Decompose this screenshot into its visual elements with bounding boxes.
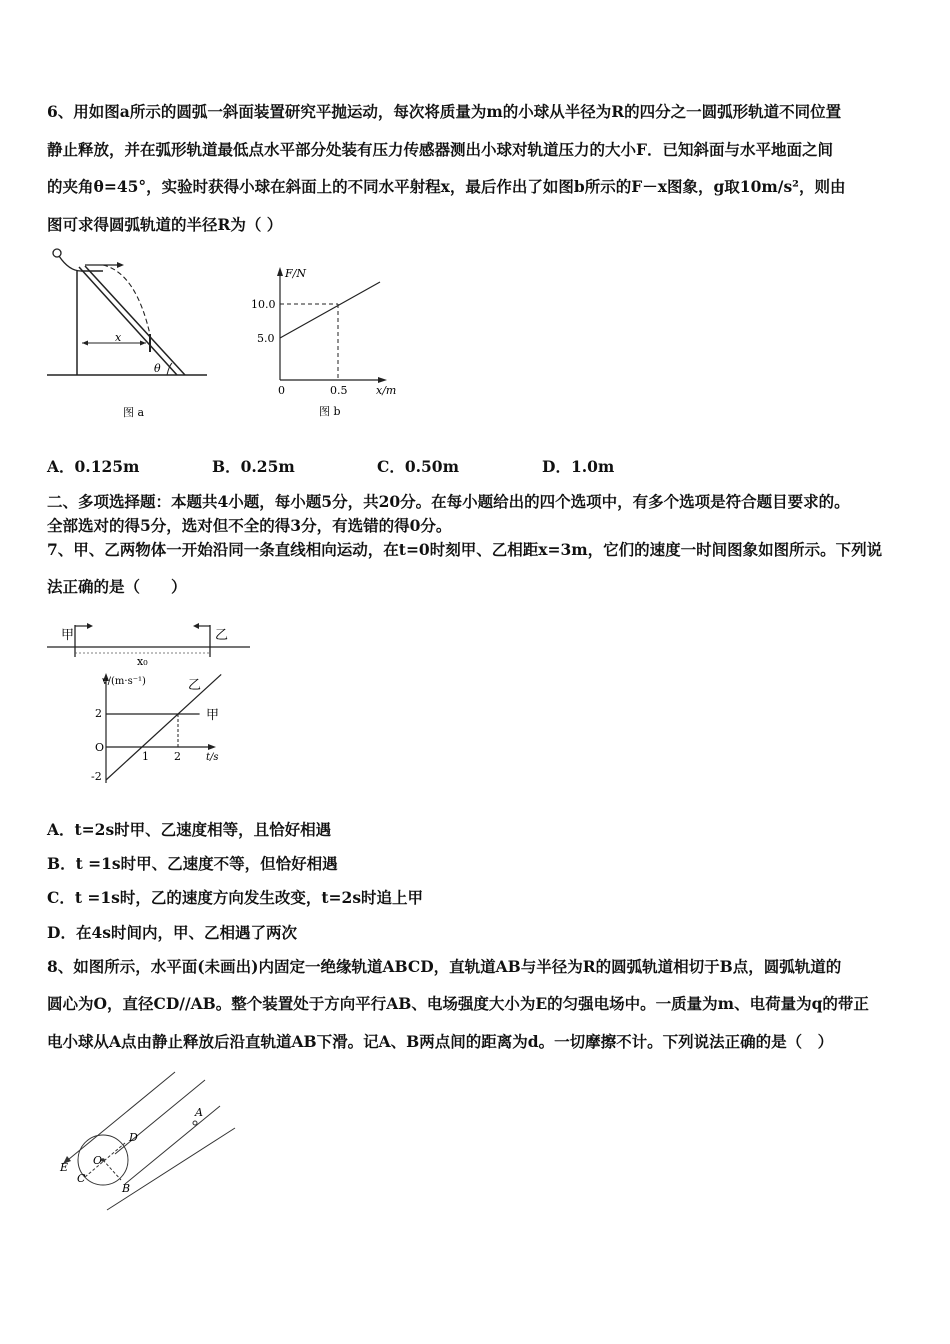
x-axis-arrow <box>378 377 387 383</box>
q8-figure <box>55 1068 255 1218</box>
q8-line-2: 圆心为O，直径CD//AB。整个装置处于方向平行AB、电场强度大小为E的匀强电场中。一质量为m、电荷量为q的带正 <box>47 994 869 1013</box>
q6-figure-b <box>245 262 415 442</box>
series-jia-label: 甲 <box>206 708 220 723</box>
diameter-cd <box>85 1143 125 1177</box>
label-b: B <box>122 1182 131 1195</box>
yi-arrowhead <box>193 623 199 629</box>
radius-ob <box>103 1160 121 1180</box>
incline-lower <box>85 266 185 375</box>
q8-line-1: 8、如图所示，水平面(未画出)内固定一绝缘轨道ABCD，直轨道AB与半径为R的圆弧轨道相切于B点，圆弧轨道的 <box>47 957 842 976</box>
series-yi-label: 乙 <box>188 678 202 693</box>
x-tick-1: 1 <box>142 750 149 763</box>
y-tick-10: 10.0 <box>251 298 276 311</box>
section2-line-1: 二、多项选择题：本题共4小题，每小题5分，共20分。在每小题给出的四个选项中，有多个选项是符合题目要求的。 <box>47 492 850 511</box>
field-line-3 <box>125 1106 220 1184</box>
q7-line-2: 法正确的是（ ） <box>47 577 187 596</box>
x-tick-0-5: 0.5 <box>330 384 348 397</box>
label-d: D <box>129 1131 138 1144</box>
label-o: O <box>93 1154 103 1167</box>
arc-track <box>59 256 81 271</box>
q6-line-2: 静止释放，并在弧形轨道最低点水平部分处装有压力传感器测出小球对轨道压力的大小F．已知斜面与水平地面之间 <box>47 140 834 159</box>
label-a: A <box>195 1106 203 1119</box>
x-axis-label: x/m <box>376 384 397 397</box>
q7-line-1: 7、甲、乙两物体一开始沿同一条直线相向运动，在t=0时刻甲、乙相距x=3m，它们的速度一时间图象如图所示。下列说 <box>47 540 883 559</box>
y-tick-5: 5.0 <box>257 332 275 345</box>
t-axis-arrow <box>208 744 216 750</box>
x-tick-2: 2 <box>174 750 181 763</box>
q7-track-diagram <box>45 617 265 667</box>
q6-line-4: 图可求得圆弧轨道的半径R为（ ） <box>47 215 283 234</box>
y-tick-neg2: -2 <box>91 770 102 783</box>
q6-line-3: 的夹角θ=45°，实验时获得小球在斜面上的不同水平射程x，最后作出了如图b所示的F－x图象，g取10m/s²，则由 <box>47 177 846 196</box>
x-tick-0: 0 <box>278 384 285 397</box>
q6-option-c[interactable]: C．0.50m <box>377 457 459 476</box>
v-axis-label: v/(m·s⁻¹) <box>102 676 146 687</box>
q8-line-3: 电小球从A点由静止释放后沿直轨道AB下滑。记A、B两点间的距离为d。一切摩擦不计。下列说法正确的是（ ） <box>47 1032 834 1051</box>
y-tick-2: 2 <box>95 707 102 720</box>
q7-option-a[interactable]: A．t=2s时甲、乙速度相等，且恰好相遇 <box>47 820 332 839</box>
section2-line-2: 全部选对的得5分，选对但不全的得3分，有选错的得0分。 <box>47 516 452 535</box>
y-tick-origin: O <box>95 741 105 754</box>
incline-upper <box>79 267 177 375</box>
figure-b-caption: 图 b <box>319 405 341 418</box>
jia-arrowhead <box>87 623 93 629</box>
label-e: E <box>60 1161 69 1174</box>
q6-figure-a <box>45 245 215 425</box>
q7-option-d[interactable]: D．在4s时间内，甲、乙相遇了两次 <box>47 923 297 942</box>
q7-option-c[interactable]: C．t =1s时，乙的速度方向发生改变，t=2s时追上甲 <box>47 888 424 907</box>
jia-label: 甲 <box>61 628 75 643</box>
gap-label: x₀ <box>137 655 148 668</box>
figure-a-caption: 图 a <box>123 406 145 419</box>
y-axis-arrow <box>277 267 283 276</box>
y-axis-label: F/N <box>285 267 306 280</box>
release-point <box>53 249 61 257</box>
q6-line-1: 6、用如图a所示的圆弧一斜面装置研究平抛运动，每次将质量为m的小球从半径为R的四分之一圆弧形轨道不同位置 <box>47 102 842 121</box>
launch-arrowhead <box>117 262 124 268</box>
q7-vt-chart <box>88 665 238 795</box>
x-label: x <box>115 331 122 344</box>
ball-a <box>193 1121 197 1125</box>
t-axis-label: t/s <box>206 752 219 763</box>
f-x-line <box>280 282 380 338</box>
angle-label: θ <box>154 362 161 375</box>
range-arrow-right <box>140 341 146 346</box>
q7-option-b[interactable]: B．t =1s时甲、乙速度不等，但恰好相遇 <box>47 854 338 873</box>
q6-option-d[interactable]: D．1.0m <box>542 457 615 476</box>
range-arrow-left <box>82 341 88 346</box>
series-yi-line <box>106 674 221 780</box>
yi-label: 乙 <box>215 628 229 643</box>
q6-option-a[interactable]: A．0.125m <box>47 457 140 476</box>
label-c: C <box>77 1172 86 1185</box>
q6-option-b[interactable]: B．0.25m <box>212 457 295 476</box>
